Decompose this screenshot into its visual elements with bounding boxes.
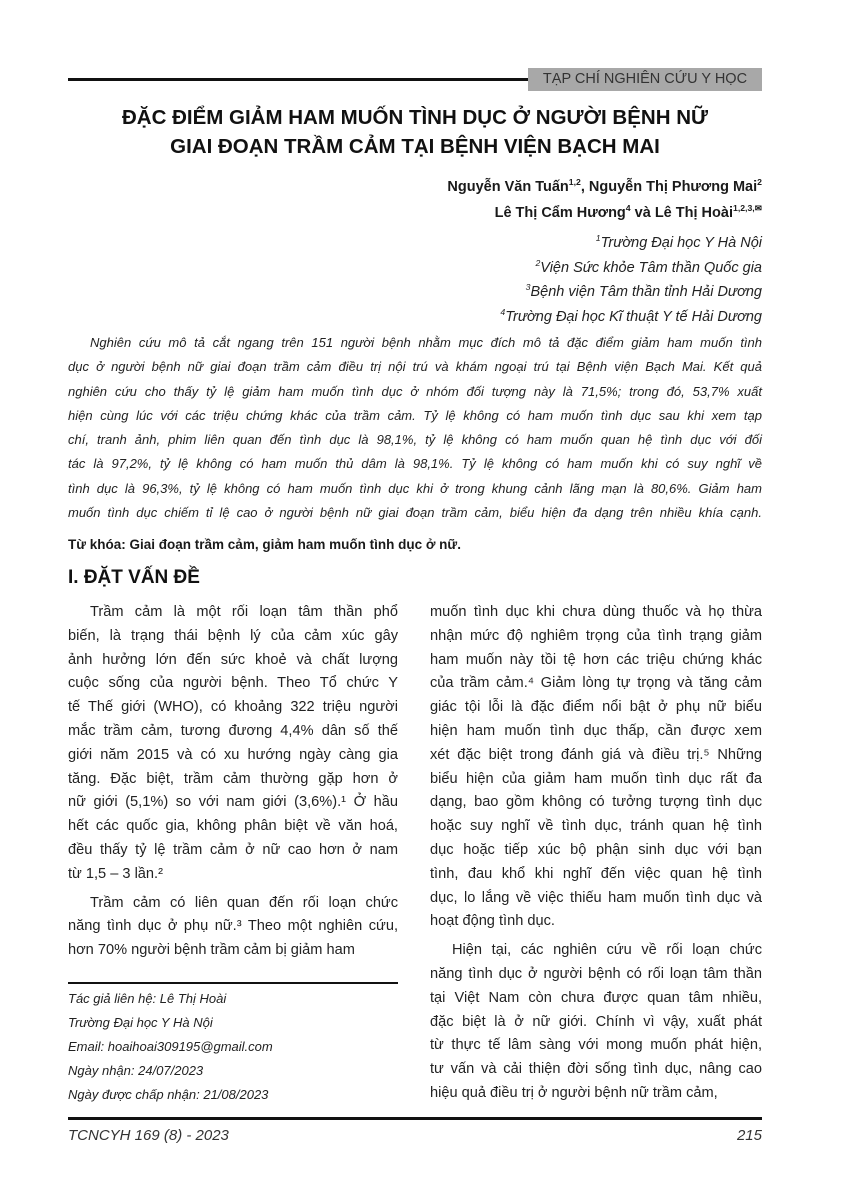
text-line: năng tình dục ở người bệnh có rối loạn tâm thần [430,965,762,982]
text-line: giác tội lỗi là đặc điểm nổi bật ở phụ nữ biểu [430,699,762,716]
title-line-1: ĐẶC ĐIỂM GIẢM HAM MUỐN TÌNH DỤC Ở NGƯỜI BỆNH NỮ [121,106,709,129]
accepted-date: Ngày được chấp nhận: 21/08/2023 [68,1087,269,1102]
text-line: hơn 70% người bệnh trầm cảm bị giảm ham [68,942,355,959]
affiliation [500,305,762,330]
text-line: từ thực tế lâm sàng với mong muốn phát hiện, [430,1037,762,1054]
author-email: Email: hoaihoai309195@gmail.com [68,1039,273,1054]
affiliation-number: 2 [535,257,541,268]
footnote-rule [68,982,398,984]
text-line: cuộc sống của người bệnh. Theo Tổ chức Y [68,675,398,692]
paragraph [68,892,398,963]
text-line: Trầm cảm là một rối loạn tâm thần phổ [90,604,398,620]
text-line: tại Việt Nam còn chưa được quan tâm nhiều, [430,989,762,1006]
paragraph [68,331,762,525]
text-line: tăng. Đặc biệt, trầm cảm thường gặp hơn ở [68,770,398,787]
section-heading: I. ĐẶT VẤN ĐỀ [68,567,200,588]
text-line: dục hoặc tiếp xúc bộ phận sinh dục với bạn [430,841,762,858]
text-line: Hiện tại, các nghiên cứu về rối loạn chức [452,942,762,959]
article-title [60,103,770,161]
abstract [68,331,762,530]
journal-name-banner: TẠP CHÍ NGHIÊN CỨU Y HỌC [528,68,762,91]
text-line: tác là 97,2%, tỷ lệ không có ham muốn thủ dâm là 98,1%. Tỷ lệ không có ham muốn khi có suy nghĩ về [68,456,762,472]
text-line: nghiên cứu cho thấy tỷ lệ giảm ham muốn tình dục ở nhóm đối tượng này là 71,5%; trong đó, 53,7% xuất [68,383,762,399]
text-line: muốn tình dục chiếm tỉ lệ cao ở người bệnh nữ giai đoạn trầm cảm, biểu hiện đa dạng trên nhiều khía cạnh. [68,505,762,521]
text-line: xét đặc biệt trong đánh giá và điều trị.⁵ Những [430,746,762,763]
text-line: tư vấn và cải thiện đời sống tình dục, nâng cao [430,1061,762,1078]
author-name: Lê Thị Cẩm Hương [494,205,626,221]
author-name: , Nguyễn Thị Phương Mai [580,179,758,195]
paragraph [68,601,398,887]
text-line: hoặc suy nghĩ về tình dục, tránh quan hệ tình [430,818,762,835]
footer-rule [68,1117,762,1120]
author-institution: Trường Đại học Y Hà Nội [68,1015,213,1030]
text-line: hiện cùng lúc với các triệu chứng khác của trầm cảm. Tỷ lệ không có ham muốn tình dục sau khi xem tạp [68,407,762,423]
paragraph [430,939,762,1106]
affiliation [500,280,762,305]
author-affiliation-sup: 1,2 [568,177,581,188]
affiliation [500,231,762,256]
affiliation-name: Trường Đại học Y Hà Nội [600,235,762,251]
affiliation [500,256,762,281]
title-line-2: GIAI ĐOẠN TRẦM CẢM TẠI BỆNH VIỆN BẠCH MAI [170,135,660,158]
affiliation-list [500,231,762,329]
author-name: Nguyễn Văn Tuấn [447,179,569,195]
right-column-body [430,601,762,1111]
author-affiliation-sup: 1,2,3,✉ [732,203,762,214]
text-line: Nghiên cứu mô tả cắt ngang trên 151 người bệnh nhằm mục đích mô tả đặc điểm giảm ham muốn tình [90,335,762,350]
author-affiliation-sup: 4 [625,203,631,214]
text-line: nữ giới (5,1%) so với nam giới (3,6%).¹ Ở hầu [68,794,398,811]
affiliation-number: 3 [525,282,531,293]
received-date: Ngày nhận: 24/07/2023 [68,1063,204,1078]
text-line: chí, tranh ảnh, phim liên quan đến tình dục là 98,1%, tỷ lệ không có ham muốn quan hệ tình dục với đối [68,432,762,448]
author-line-2 [447,200,762,226]
text-line: tế Thế giới (WHO), có khoảng 322 triệu người [68,699,398,716]
text-line: đặc biệt là ở nữ giới. Chính vì vậy, xuất phát [430,1013,762,1030]
author-name: và Lê Thị Hoài [630,205,733,221]
text-line: từ 1,5 – 3 lần.² [68,865,163,882]
page-number: 215 [736,1127,762,1144]
text-line: mắc trầm cảm, tương đương 4,4% dân số thế [68,722,398,739]
text-line: hiện ham muốn tình dục thấp, cần được xem [430,722,762,739]
text-line: năng tình dục ở phụ nữ.³ Theo một nghiên cứu, [68,918,398,935]
text-line: nhận mức độ nghiêm trọng của tình trạng giảm [430,627,762,644]
text-line: Trầm cảm có liên quan đến rối loạn chức [90,894,398,911]
left-column-body [68,601,398,968]
text-line: dạng, bao gồm không có tưởng tượng tình dục [430,794,762,811]
journal-issue: TCNCYH 169 (8) - 2023 [68,1127,229,1144]
text-line: ảnh hưởng lớn đến sức khoẻ và chất lượng [68,651,398,668]
text-line: biểu hiện của giảm ham muốn tình dục rất đa [430,770,762,787]
correspondence-footnote [68,987,273,1107]
affiliation-number: 1 [595,233,601,244]
text-line: ham muốn này tồi tệ hơn các triệu chứng khác [430,651,762,668]
author-line-1 [447,174,762,200]
keywords: Từ khóa: Giai đoạn trầm cảm, giảm ham muốn tình dục ở nữ. [68,537,461,552]
affiliation-name: Bệnh viện Tâm thần tỉnh Hải Dương [530,284,762,300]
text-line: giới năm 2015 và có xu hướng ngày càng gia [68,746,398,763]
affiliation-name: Trường Đại học Kĩ thuật Y tế Hải Dương [505,308,762,325]
paragraph [430,601,762,934]
text-line: hết các quốc gia, không phân biệt về văn hoá, [68,818,398,835]
affiliation-name: Viện Sức khỏe Tâm thần Quốc gia [540,259,762,276]
text-line: tình, đau khổ khi nghĩ đến việc quan hệ tình [430,865,762,882]
text-line: dục ở người bệnh nữ giai đoạn trầm cảm điều trị nội trú và khám ngoại trú tại Bệnh viện Bạch Mai. Kết quả [68,359,762,375]
text-line: muốn tình dục khi chưa dùng thuốc và họ thừa [430,604,762,620]
author-affiliation-sup: 2 [757,177,762,188]
text-line: dục, lo lắng về việc thiếu ham muốn tình dục và [430,889,762,906]
text-line: của trầm cảm.⁴ Giảm lòng tự trọng và tăng cảm [430,675,762,692]
text-line: hoạt động tình dục. [430,913,555,930]
author-list [447,174,762,226]
text-line: tình dục là 96,3%, tỷ lệ không có ham muốn tình dục khi ở trong khung cảnh lãng mạn là 80,6%. Giảm ham [68,480,762,496]
text-line: đều thấy tỷ lệ trầm cảm ở nữ cao hơn ở nam [68,841,398,858]
header-rule [68,78,530,81]
affiliation-number: 4 [500,306,506,317]
text-line: biến, là trạng thái bệnh lý của cảm xúc gây [68,627,398,644]
text-line: hiệu quả điều trị ở người bệnh nữ trầm cảm, [430,1084,718,1101]
corresponding-author: Tác giả liên hệ: Lê Thị Hoài [68,991,227,1006]
